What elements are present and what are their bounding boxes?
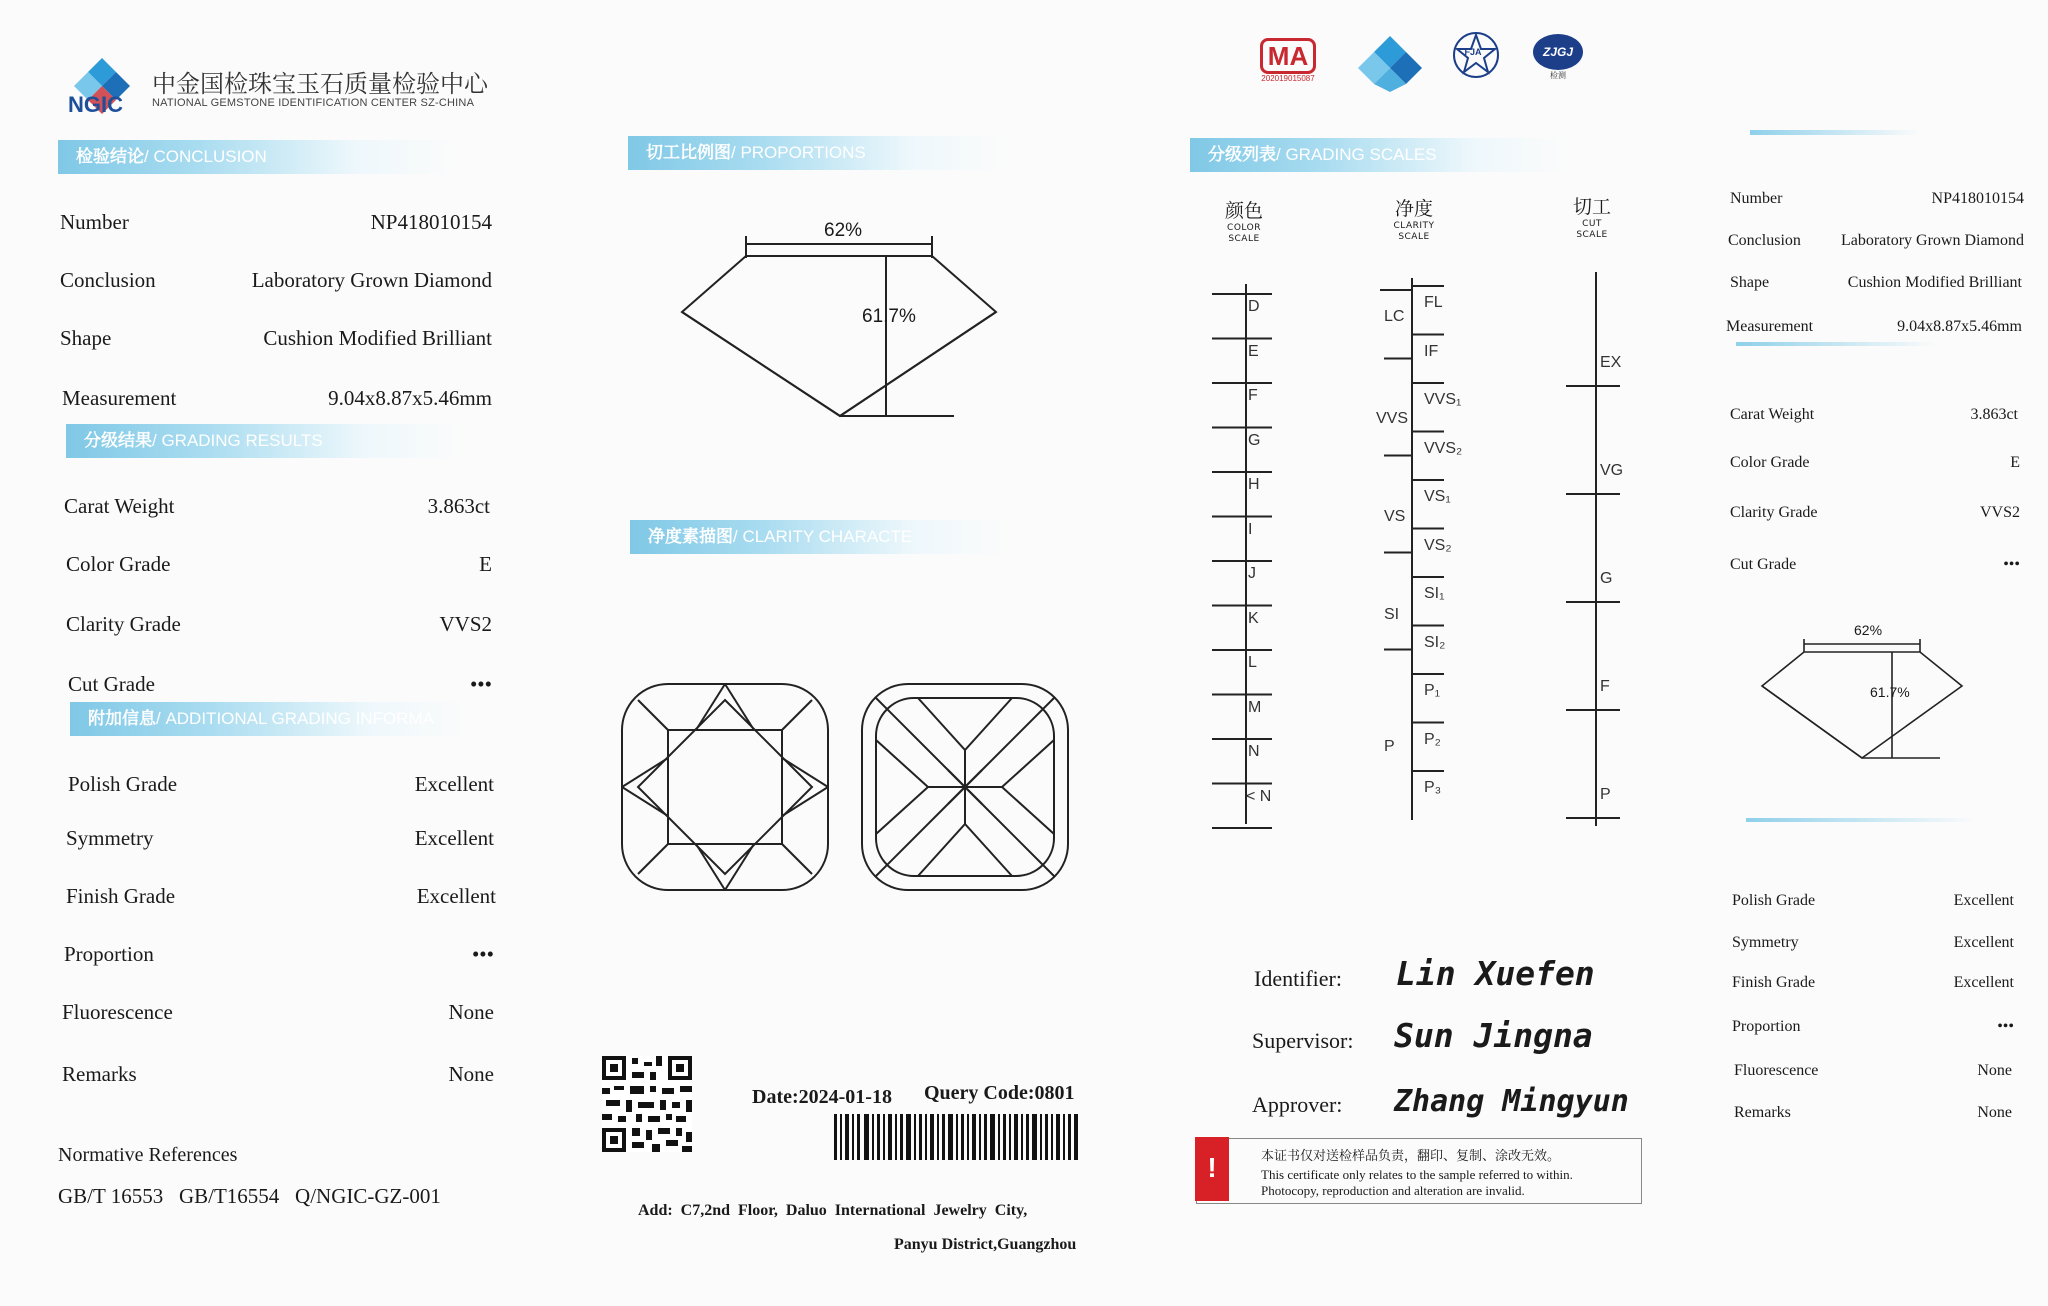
field-finish: Finish Grade Excellent bbox=[66, 884, 496, 908]
summary-polish: Polish Grade Excellent bbox=[1732, 892, 2014, 909]
section-conclusion: 检验结论/ CONCLUSION bbox=[58, 140, 458, 174]
clarity-grade-11: P₃ bbox=[1424, 779, 1442, 796]
clarity-grade-2: IF bbox=[1424, 342, 1439, 360]
section-clarity: 净度素描图/ CLARITY CHARACTE bbox=[630, 520, 1010, 554]
color-grade-3: F bbox=[1248, 387, 1258, 404]
field-fluorescence: Fluorescence None bbox=[62, 1000, 494, 1024]
summary-proportion-diagram bbox=[1756, 630, 1966, 766]
clarity-grade-7: SI₁ bbox=[1424, 585, 1445, 602]
cut-grade-1: EX bbox=[1600, 354, 1622, 371]
proportion-diagram bbox=[670, 220, 1010, 430]
color-grade-2: E bbox=[1248, 342, 1259, 360]
field-proportion: Proportion ••• bbox=[64, 942, 494, 966]
clarity-group-2: VVS bbox=[1376, 410, 1409, 427]
field-remarks: Remarks None bbox=[62, 1062, 494, 1086]
divider-top bbox=[1750, 130, 1920, 135]
address-line1: Add: C7,2nd Floor, Daluo International Jewelry City, bbox=[638, 1202, 1028, 1219]
section-additional: 附加信息/ ADDITIONAL GRADING INFORMA bbox=[70, 702, 470, 736]
color-grade-12: < N bbox=[1246, 787, 1272, 805]
field-polish: Polish Grade Excellent bbox=[68, 772, 494, 796]
identifier-label: Identifier: bbox=[1254, 966, 1342, 991]
supervisor-signature: Sun Jingna bbox=[1394, 1016, 1593, 1055]
clarity-plot-crown bbox=[618, 680, 832, 894]
summary-depth-percent: 61.7% bbox=[1870, 684, 1910, 700]
section-grading: 分级结果/ GRADING RESULTS bbox=[66, 424, 466, 458]
cut-grade-2: VG bbox=[1600, 462, 1624, 479]
section-scales: 分级列表/ GRADING SCALES bbox=[1190, 138, 1570, 172]
diamond-cert-logo bbox=[1356, 34, 1424, 94]
color-grade-8: K bbox=[1248, 609, 1259, 627]
fja-logo: FJA bbox=[1448, 30, 1504, 94]
summary-cut: Cut Grade ••• bbox=[1730, 556, 2020, 573]
summary-shape: Shape Cushion Modified Brilliant bbox=[1730, 274, 2022, 291]
identifier-signature: Lin Xuefen bbox=[1396, 954, 1595, 993]
summary-number: Number NP418010154 bbox=[1730, 190, 2024, 207]
summary-measurement: Measurement 9.04x8.87x5.46mm bbox=[1726, 318, 2022, 335]
field-conclusion: Conclusion Laboratory Grown Diamond bbox=[60, 268, 492, 292]
org-name-cn: 中金国检珠宝玉石质量检验中心 bbox=[152, 70, 488, 98]
color-scale-header: 颜色 COLOR SCALE bbox=[1224, 200, 1263, 244]
summary-color: Color Grade E bbox=[1730, 454, 2020, 471]
color-grade-7: J bbox=[1248, 565, 1256, 582]
table-percent: 62% bbox=[824, 220, 863, 241]
field-number: Number NP418010154 bbox=[60, 210, 492, 234]
field-shape: Shape Cushion Modified Brilliant bbox=[60, 326, 492, 350]
cma-logo: MA 202019015087 bbox=[1252, 38, 1324, 92]
summary-table-percent: 62% bbox=[1854, 622, 1883, 638]
summary-symmetry: Symmetry Excellent bbox=[1732, 934, 2014, 951]
field-symmetry: Symmetry Excellent bbox=[66, 826, 494, 850]
clarity-group-1: LC bbox=[1384, 308, 1405, 325]
barcode bbox=[834, 1114, 1078, 1160]
field-cut: Cut Grade ••• bbox=[68, 672, 492, 696]
clarity-grade-6: VS₂ bbox=[1424, 536, 1452, 554]
color-grade-9: L bbox=[1248, 654, 1257, 671]
summary-finish: Finish Grade Excellent bbox=[1732, 974, 2014, 991]
clarity-grade-9: P₁ bbox=[1424, 682, 1441, 699]
divider-lower bbox=[1746, 818, 1976, 822]
color-grade-11: N bbox=[1248, 743, 1260, 760]
warning-icon: ! bbox=[1195, 1137, 1229, 1201]
field-carat: Carat Weight 3.863ct bbox=[64, 494, 490, 518]
notice-box bbox=[1196, 1138, 1642, 1204]
field-measurement: Measurement 9.04x8.87x5.46mm bbox=[62, 386, 492, 410]
notice-en1: This certificate only relates to the sample referred to within. bbox=[1261, 1167, 1573, 1182]
notice-en2: Photocopy, reproduction and alteration are invalid. bbox=[1261, 1183, 1525, 1198]
cut-grade-4: F bbox=[1600, 678, 1610, 695]
clarity-grade-3: VVS₁ bbox=[1424, 391, 1462, 408]
clarity-grade-4: VVS₂ bbox=[1424, 439, 1463, 457]
clarity-group-3: VS bbox=[1384, 508, 1406, 525]
supervisor-label: Supervisor: bbox=[1252, 1028, 1354, 1053]
address-line2: Panyu District,Guangzhou bbox=[894, 1236, 1077, 1253]
color-grade-6: I bbox=[1248, 520, 1253, 538]
cut-scale-header: 切工 CUT SCALE bbox=[1572, 196, 1611, 240]
divider-mid bbox=[1736, 342, 1936, 346]
summary-clarity: Clarity Grade VVS2 bbox=[1730, 504, 2020, 521]
field-clarity: Clarity Grade VVS2 bbox=[66, 612, 492, 636]
qr-code bbox=[602, 1056, 692, 1152]
references-title: Normative References bbox=[58, 1144, 238, 1166]
summary-conclusion: Conclusion Laboratory Grown Diamond bbox=[1728, 232, 2024, 249]
clarity-group-4: SI bbox=[1384, 606, 1400, 623]
approver-signature: Zhang Mingyun bbox=[1394, 1084, 1629, 1119]
report-date: Date:2024-01-18 bbox=[752, 1086, 892, 1108]
clarity-grade-8: SI₂ bbox=[1424, 633, 1446, 651]
clarity-group-5: P bbox=[1384, 738, 1395, 755]
clarity-grade-10: P₂ bbox=[1424, 730, 1441, 748]
clarity-scale-header: 净度 CLARITY SCALE bbox=[1393, 198, 1435, 242]
approver-label: Approver: bbox=[1252, 1092, 1343, 1117]
org-name-en: NATIONAL GEMSTONE IDENTIFICATION CENTER SZ-CHINA bbox=[152, 97, 475, 109]
clarity-grade-5: VS₁ bbox=[1424, 488, 1451, 505]
zjgj-logo: ZJGJ 检测 bbox=[1530, 34, 1586, 94]
summary-fluorescence: Fluorescence None bbox=[1734, 1062, 2012, 1079]
summary-remarks: Remarks None bbox=[1734, 1104, 2012, 1121]
references-list: GB/T 16553 GB/T16554 Q/NGIC-GZ-001 bbox=[58, 1184, 441, 1208]
summary-carat: Carat Weight 3.863ct bbox=[1730, 406, 2018, 423]
depth-percent: 61.7% bbox=[862, 306, 916, 327]
color-grade-5: H bbox=[1248, 476, 1260, 493]
field-color: Color Grade E bbox=[66, 552, 492, 576]
summary-proportion: Proportion ••• bbox=[1732, 1018, 2014, 1035]
section-proportions: 切工比例图/ PROPORTIONS bbox=[628, 136, 1008, 170]
clarity-plot-pavilion bbox=[858, 680, 1072, 894]
cut-grade-3: G bbox=[1600, 570, 1613, 587]
color-grade-1: D bbox=[1248, 298, 1260, 315]
logo-text: NGIC bbox=[68, 92, 123, 117]
color-grade-10: M bbox=[1248, 698, 1262, 716]
cut-grade-5: P bbox=[1600, 786, 1611, 803]
color-grade-4: G bbox=[1248, 431, 1261, 449]
notice-cn: 本证书仅对送检样品负责，翻印、复制、涂改无效。 bbox=[1261, 1149, 1561, 1164]
query-code: Query Code:0801 bbox=[924, 1082, 1075, 1104]
grading-scale-lines bbox=[1200, 270, 1640, 830]
clarity-grade-1: FL bbox=[1424, 294, 1443, 311]
